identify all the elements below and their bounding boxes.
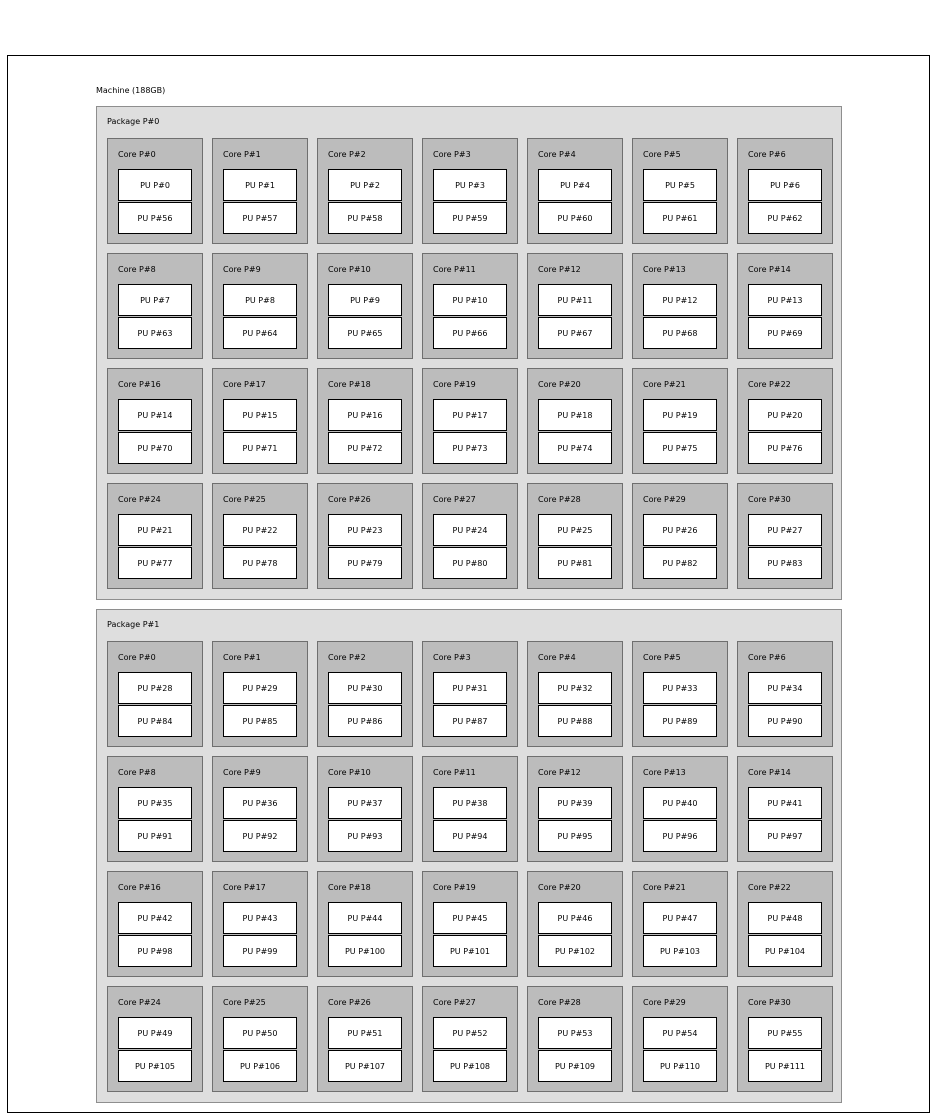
pu-box: PU P#32 xyxy=(538,672,612,704)
topology-frame xyxy=(7,55,930,1113)
core-box xyxy=(632,138,728,244)
core-box xyxy=(107,368,203,474)
pu-box: PU P#54 xyxy=(643,1017,717,1049)
core-label: Core P#14 xyxy=(748,768,791,777)
pu-box: PU P#97 xyxy=(748,820,822,852)
package-label: Package P#0 xyxy=(107,117,160,126)
core-label: Core P#18 xyxy=(328,380,371,389)
core-label: Core P#1 xyxy=(223,150,261,159)
core-label: Core P#28 xyxy=(538,998,581,1007)
core-box xyxy=(212,756,308,862)
package-0 xyxy=(96,106,842,600)
pu-box: PU P#94 xyxy=(433,820,507,852)
core-box xyxy=(632,871,728,977)
core-box xyxy=(527,138,623,244)
core-label: Core P#21 xyxy=(643,883,686,892)
core-label: Core P#11 xyxy=(433,265,476,274)
core-label: Core P#19 xyxy=(433,883,476,892)
pu-box: PU P#58 xyxy=(328,202,402,234)
pu-box: PU P#40 xyxy=(643,787,717,819)
core-label: Core P#25 xyxy=(223,998,266,1007)
core-label: Core P#18 xyxy=(328,883,371,892)
pu-box: PU P#63 xyxy=(118,317,192,349)
core-box xyxy=(527,368,623,474)
pu-box: PU P#53 xyxy=(538,1017,612,1049)
pu-box: PU P#59 xyxy=(433,202,507,234)
core-label: Core P#6 xyxy=(748,653,786,662)
pu-box: PU P#39 xyxy=(538,787,612,819)
core-label: Core P#5 xyxy=(643,150,681,159)
core-box xyxy=(317,986,413,1092)
pu-box: PU P#24 xyxy=(433,514,507,546)
pu-box: PU P#15 xyxy=(223,399,297,431)
pu-box: PU P#18 xyxy=(538,399,612,431)
core-label: Core P#4 xyxy=(538,150,576,159)
core-box xyxy=(527,756,623,862)
pu-box: PU P#60 xyxy=(538,202,612,234)
pu-box: PU P#5 xyxy=(643,169,717,201)
core-box xyxy=(632,483,728,589)
pu-box: PU P#10 xyxy=(433,284,507,316)
core-label: Core P#10 xyxy=(328,265,371,274)
core-label: Core P#17 xyxy=(223,883,266,892)
pu-box: PU P#65 xyxy=(328,317,402,349)
core-label: Core P#29 xyxy=(643,998,686,1007)
core-box xyxy=(632,641,728,747)
core-label: Core P#19 xyxy=(433,380,476,389)
core-label: Core P#25 xyxy=(223,495,266,504)
pu-box: PU P#0 xyxy=(118,169,192,201)
core-box xyxy=(107,483,203,589)
core-box xyxy=(422,871,518,977)
pu-box: PU P#103 xyxy=(643,935,717,967)
pu-box: PU P#75 xyxy=(643,432,717,464)
pu-box: PU P#78 xyxy=(223,547,297,579)
pu-box: PU P#88 xyxy=(538,705,612,737)
pu-box: PU P#49 xyxy=(118,1017,192,1049)
core-box xyxy=(422,756,518,862)
pu-box: PU P#26 xyxy=(643,514,717,546)
core-box xyxy=(212,253,308,359)
core-box xyxy=(107,756,203,862)
pu-box: PU P#67 xyxy=(538,317,612,349)
core-box xyxy=(737,871,833,977)
pu-box: PU P#72 xyxy=(328,432,402,464)
core-box xyxy=(422,483,518,589)
pu-box: PU P#76 xyxy=(748,432,822,464)
pu-box: PU P#66 xyxy=(433,317,507,349)
pu-box: PU P#84 xyxy=(118,705,192,737)
pu-box: PU P#16 xyxy=(328,399,402,431)
pu-box: PU P#46 xyxy=(538,902,612,934)
pu-box: PU P#106 xyxy=(223,1050,297,1082)
core-box xyxy=(107,986,203,1092)
core-box xyxy=(317,253,413,359)
core-label: Core P#24 xyxy=(118,998,161,1007)
pu-box: PU P#64 xyxy=(223,317,297,349)
pu-box: PU P#108 xyxy=(433,1050,507,1082)
pu-box: PU P#37 xyxy=(328,787,402,819)
pu-box: PU P#101 xyxy=(433,935,507,967)
core-box xyxy=(317,483,413,589)
core-label: Core P#0 xyxy=(118,653,156,662)
core-box xyxy=(317,368,413,474)
core-box xyxy=(632,986,728,1092)
pu-box: PU P#51 xyxy=(328,1017,402,1049)
core-box xyxy=(737,138,833,244)
core-label: Core P#10 xyxy=(328,768,371,777)
pu-box: PU P#98 xyxy=(118,935,192,967)
core-label: Core P#3 xyxy=(433,150,471,159)
pu-box: PU P#25 xyxy=(538,514,612,546)
core-label: Core P#16 xyxy=(118,883,161,892)
pu-box: PU P#110 xyxy=(643,1050,717,1082)
pu-box: PU P#81 xyxy=(538,547,612,579)
pu-box: PU P#100 xyxy=(328,935,402,967)
pu-box: PU P#82 xyxy=(643,547,717,579)
core-label: Core P#24 xyxy=(118,495,161,504)
core-label: Core P#8 xyxy=(118,265,156,274)
core-label: Core P#26 xyxy=(328,998,371,1007)
core-box xyxy=(212,368,308,474)
pu-box: PU P#92 xyxy=(223,820,297,852)
core-box xyxy=(317,138,413,244)
pu-box: PU P#62 xyxy=(748,202,822,234)
pu-box: PU P#30 xyxy=(328,672,402,704)
pu-box: PU P#2 xyxy=(328,169,402,201)
core-label: Core P#12 xyxy=(538,768,581,777)
pu-box: PU P#4 xyxy=(538,169,612,201)
core-label: Core P#11 xyxy=(433,768,476,777)
core-label: Core P#8 xyxy=(118,768,156,777)
pu-box: PU P#74 xyxy=(538,432,612,464)
core-label: Core P#12 xyxy=(538,265,581,274)
pu-box: PU P#6 xyxy=(748,169,822,201)
pu-box: PU P#14 xyxy=(118,399,192,431)
core-box xyxy=(107,871,203,977)
core-box xyxy=(317,641,413,747)
core-label: Core P#14 xyxy=(748,265,791,274)
core-label: Core P#13 xyxy=(643,768,686,777)
pu-box: PU P#41 xyxy=(748,787,822,819)
pu-box: PU P#45 xyxy=(433,902,507,934)
pu-box: PU P#9 xyxy=(328,284,402,316)
core-box xyxy=(737,483,833,589)
core-box xyxy=(527,253,623,359)
pu-box: PU P#27 xyxy=(748,514,822,546)
pu-box: PU P#52 xyxy=(433,1017,507,1049)
pu-box: PU P#102 xyxy=(538,935,612,967)
pu-box: PU P#79 xyxy=(328,547,402,579)
pu-box: PU P#50 xyxy=(223,1017,297,1049)
core-label: Core P#27 xyxy=(433,495,476,504)
core-label: Core P#29 xyxy=(643,495,686,504)
core-label: Core P#30 xyxy=(748,998,791,1007)
core-box xyxy=(737,368,833,474)
core-box xyxy=(737,253,833,359)
pu-box: PU P#99 xyxy=(223,935,297,967)
pu-box: PU P#89 xyxy=(643,705,717,737)
pu-box: PU P#73 xyxy=(433,432,507,464)
core-box xyxy=(527,986,623,1092)
pu-box: PU P#3 xyxy=(433,169,507,201)
core-box xyxy=(737,641,833,747)
pu-box: PU P#1 xyxy=(223,169,297,201)
core-label: Core P#9 xyxy=(223,768,261,777)
pu-box: PU P#109 xyxy=(538,1050,612,1082)
pu-box: PU P#93 xyxy=(328,820,402,852)
package-1 xyxy=(96,609,842,1103)
core-box xyxy=(317,756,413,862)
core-label: Core P#16 xyxy=(118,380,161,389)
pu-box: PU P#95 xyxy=(538,820,612,852)
pu-box: PU P#38 xyxy=(433,787,507,819)
pu-box: PU P#69 xyxy=(748,317,822,349)
core-box xyxy=(422,138,518,244)
pu-box: PU P#90 xyxy=(748,705,822,737)
core-label: Core P#17 xyxy=(223,380,266,389)
core-label: Core P#2 xyxy=(328,653,366,662)
package-label: Package P#1 xyxy=(107,620,160,629)
pu-box: PU P#85 xyxy=(223,705,297,737)
core-label: Core P#30 xyxy=(748,495,791,504)
core-label: Core P#6 xyxy=(748,150,786,159)
pu-box: PU P#61 xyxy=(643,202,717,234)
core-label: Core P#5 xyxy=(643,653,681,662)
core-label: Core P#13 xyxy=(643,265,686,274)
core-box xyxy=(737,756,833,862)
pu-box: PU P#68 xyxy=(643,317,717,349)
core-label: Core P#26 xyxy=(328,495,371,504)
pu-box: PU P#17 xyxy=(433,399,507,431)
pu-box: PU P#71 xyxy=(223,432,297,464)
core-box xyxy=(212,871,308,977)
core-box xyxy=(632,368,728,474)
pu-box: PU P#7 xyxy=(118,284,192,316)
pu-box: PU P#28 xyxy=(118,672,192,704)
pu-box: PU P#107 xyxy=(328,1050,402,1082)
core-box xyxy=(107,641,203,747)
core-box xyxy=(107,253,203,359)
pu-box: PU P#43 xyxy=(223,902,297,934)
pu-box: PU P#29 xyxy=(223,672,297,704)
core-box xyxy=(317,871,413,977)
pu-box: PU P#86 xyxy=(328,705,402,737)
pu-box: PU P#55 xyxy=(748,1017,822,1049)
pu-box: PU P#34 xyxy=(748,672,822,704)
core-label: Core P#2 xyxy=(328,150,366,159)
core-box xyxy=(107,138,203,244)
pu-box: PU P#33 xyxy=(643,672,717,704)
pu-box: PU P#31 xyxy=(433,672,507,704)
core-label: Core P#4 xyxy=(538,653,576,662)
pu-box: PU P#87 xyxy=(433,705,507,737)
core-label: Core P#28 xyxy=(538,495,581,504)
machine-label: Machine (188GB) xyxy=(96,86,166,95)
pu-box: PU P#36 xyxy=(223,787,297,819)
pu-box: PU P#22 xyxy=(223,514,297,546)
pu-box: PU P#11 xyxy=(538,284,612,316)
core-box xyxy=(527,641,623,747)
pu-box: PU P#80 xyxy=(433,547,507,579)
core-box xyxy=(422,253,518,359)
pu-box: PU P#35 xyxy=(118,787,192,819)
pu-box: PU P#96 xyxy=(643,820,717,852)
pu-box: PU P#70 xyxy=(118,432,192,464)
pu-box: PU P#19 xyxy=(643,399,717,431)
pu-box: PU P#57 xyxy=(223,202,297,234)
core-label: Core P#22 xyxy=(748,883,791,892)
core-box xyxy=(422,641,518,747)
pu-box: PU P#91 xyxy=(118,820,192,852)
pu-box: PU P#20 xyxy=(748,399,822,431)
core-label: Core P#9 xyxy=(223,265,261,274)
core-label: Core P#22 xyxy=(748,380,791,389)
core-box xyxy=(527,483,623,589)
core-label: Core P#20 xyxy=(538,883,581,892)
core-box xyxy=(527,871,623,977)
core-label: Core P#0 xyxy=(118,150,156,159)
pu-box: PU P#13 xyxy=(748,284,822,316)
core-label: Core P#1 xyxy=(223,653,261,662)
core-box xyxy=(212,138,308,244)
core-box xyxy=(632,253,728,359)
core-box xyxy=(212,483,308,589)
core-box xyxy=(212,986,308,1092)
core-box xyxy=(632,756,728,862)
core-label: Core P#3 xyxy=(433,653,471,662)
core-label: Core P#21 xyxy=(643,380,686,389)
pu-box: PU P#12 xyxy=(643,284,717,316)
pu-box: PU P#104 xyxy=(748,935,822,967)
core-label: Core P#20 xyxy=(538,380,581,389)
pu-box: PU P#105 xyxy=(118,1050,192,1082)
pu-box: PU P#111 xyxy=(748,1050,822,1082)
pu-box: PU P#47 xyxy=(643,902,717,934)
pu-box: PU P#8 xyxy=(223,284,297,316)
core-box xyxy=(212,641,308,747)
pu-box: PU P#21 xyxy=(118,514,192,546)
pu-box: PU P#44 xyxy=(328,902,402,934)
core-label: Core P#27 xyxy=(433,998,476,1007)
core-box xyxy=(737,986,833,1092)
pu-box: PU P#83 xyxy=(748,547,822,579)
pu-box: PU P#56 xyxy=(118,202,192,234)
pu-box: PU P#42 xyxy=(118,902,192,934)
core-box xyxy=(422,368,518,474)
core-box xyxy=(422,986,518,1092)
pu-box: PU P#48 xyxy=(748,902,822,934)
pu-box: PU P#23 xyxy=(328,514,402,546)
pu-box: PU P#77 xyxy=(118,547,192,579)
